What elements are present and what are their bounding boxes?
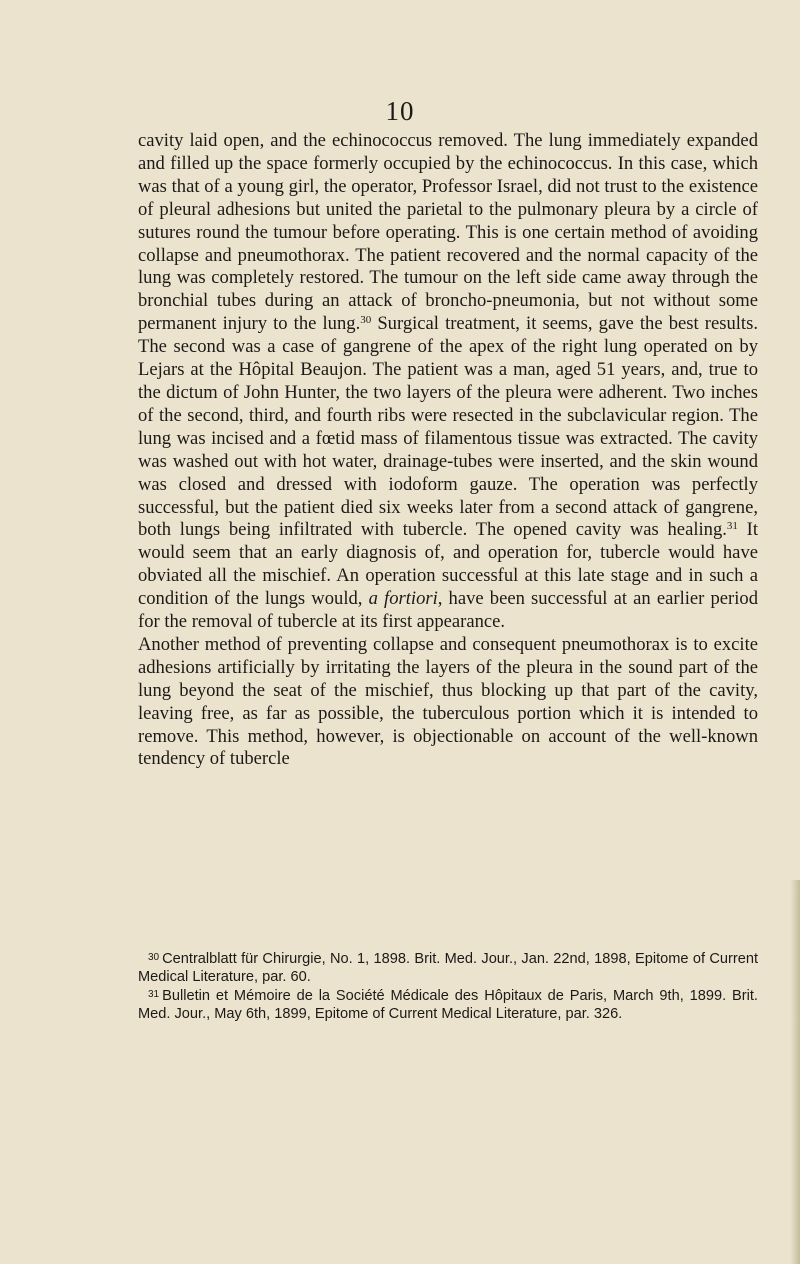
paragraph-1-part-3: It would seem that an early diagnosis of, and operation for, tubercle would have obviated all the mischief. An operation successful at this late stage and in such a condition of the lungs would, xyxy=(138,519,758,610)
paragraph-1-part-1: cavity laid open, and the echinococcus removed. The lung immediately expanded and filled up the space formerly occupied by the echinococcus. In this case, which was that of a young girl, the operator, Professor Israel, did not trust to the existence of pleural adhesions but united the parietal to the pulmonary pleura by a circle of sutures round the tumour before operating. This is one certain method of avoiding collapse and pneumothorax. The patient recovered and the normal capacity of the lung was completely restored. The tumour on the left side came away through the bronchial tubes during an attack of broncho-pneumonia, but not without some permanent injury to the lung. xyxy=(138,130,758,335)
footnote-ref-30: 30 xyxy=(360,314,372,327)
italic-phrase: a fortiori xyxy=(368,588,438,610)
paragraph-1 xyxy=(138,130,758,634)
paragraph-1-part-4: , have been successful at an earlier period for the removal of tubercle at its first appearance. xyxy=(138,588,758,633)
footnote-30 xyxy=(138,949,758,986)
footnote-ref-31: 31 xyxy=(726,520,738,533)
footnotes xyxy=(138,949,758,1023)
footnote-text: Centralblatt für Chirurgie, No. 1, 1898. Brit. Med. Jour., Jan. 22nd, 1898, Epitome of Current Medical Literature, par. 60. xyxy=(138,951,758,985)
main-text xyxy=(138,130,758,771)
paragraph-2: Another method of preventing collapse and consequent pneumothorax is to excite adhesions artificially by irritating the layers of the pleura in the sound part of the lung beyond the seat of the mischief, thus blocking up that part of the cavity, leaving free, as far as possible, the tuberculous portion which it is intended to remove. This method, however, is objectionable on account of the well-known tendency of tubercle xyxy=(138,633,758,770)
footnote-text: Bulletin et Mémoire de la Société Médicale des Hôpitaux de Paris, March 9th, 1899. Brit. Med. Jour., May 6th, 1899, Epitome of Current Medical Literature, par. 326. xyxy=(138,988,758,1022)
paragraph-1-part-2: Surgical treatment, it seems, gave the best results. The second was a case of gangrene of the apex of the right lung operated on by Lejars at the Hôpital Beaujon. The patient was a man, aged 51 years, and, true to the dictum of John Hunter, the two layers of the pleura were adherent. Two inches of the second, third, and fourth ribs were resected in the subclavicular region. The lung was incised and a fœtid mass of filamentous tissue was extracted. The cavity was washed out with hot water, drainage-tubes were inserted, and the skin wound was closed and dressed with iodoform gauze. The operation was perfectly successful, but the patient died six weeks later from a second attack of gangrene, both lungs being infiltrated with tubercle. The opened cavity was healing. xyxy=(138,313,758,541)
footnote-number: 30 xyxy=(148,952,160,963)
footnote-31 xyxy=(138,986,758,1023)
page-number: 10 xyxy=(385,96,415,126)
footnote-number: 31 xyxy=(148,989,160,1001)
page-edge-shadow xyxy=(790,880,800,1264)
